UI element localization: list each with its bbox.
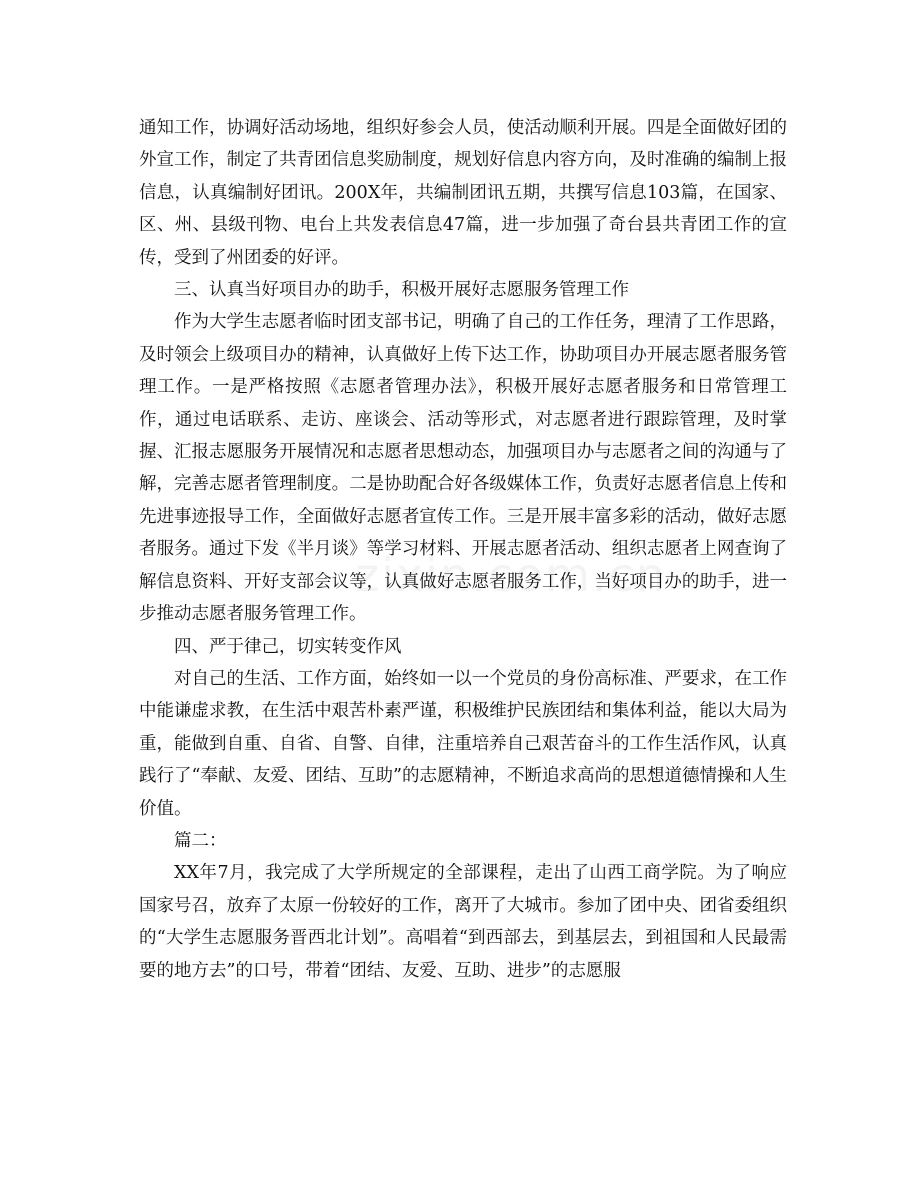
section-heading-3: 三、认真当好项目办的助手，积极开展好志愿服务管理工作 <box>174 280 629 301</box>
paragraph-1: 通知工作，协调好活动场地，组织好参会人员，使活动顺利开展。四是全面做好团的外宣工作，制定了共青团信息奖励制度，规划好信息内容方向，及时准确的编制上报信息，认真编制好团讯。200X年，共编制团讯五期，共撰写信息103篇，在国家、区、州、县级刊物、电台上共发表信息47篇，进一步加强了奇台县共青团工作的宣传，受到了州团委的好评。 <box>139 118 787 268</box>
section-heading-4: 四、严于律己，切实转变作风 <box>174 636 402 657</box>
part-heading-2: 篇二： <box>174 830 227 851</box>
watermark <box>355 548 667 602</box>
paragraph-2: 作为大学生志愿者临时团支部书记，明确了自己的工作任务，理清了工作思路，及时领会上级项目办的精神，认真做好上传下达工作，协助项目办开展志愿者服务管理工作。一是严格按照《志愿者管理办法》，积极开展好志愿者服务和日常管理工作，通过电话联系、走访、座谈会、活动等形式，对志愿者进行跟踪管理，及时掌握、汇报志愿服务开展情况和志愿者思想动态，加强项目办与志愿者之间的沟通与了解，完善志愿者管理制度。二是协助配合好各级媒体工作，负责好志愿者信息上传和先进事迹报导工作，全面做好志愿者宣传工作。三是开展丰富多彩的活动，做好志愿者服务。通过下发《半月谈》等学习材料、开展志愿者活动、组织志愿者上网查询了解信息资料、开好支部会议等，认真做好志愿者服务工作，当好项目办的助手，进一步推动志愿者服务管理工作。 <box>139 312 787 625</box>
paragraph-3: 对自己的生活、工作方面，始终如一以一个党员的身份高标准、严要求，在工作中能谦虚求教，在生活中艰苦朴素严谨，积极维护民族团结和集体利益，能以大局为重，能做到自重、自省、自警、自律，注重培养自己艰苦奋斗的工作生活作风，认真践行了“奉献、友爱、团结、互助”的志愿精神，不断追求高尚的思想道德情操和人生价值。 <box>139 668 787 819</box>
paragraph-4: XX年7月，我完成了大学所规定的全部课程，走出了山西工商学院。为了响应国家号召，放弃了太原一份较好的工作，离开了大城市。参加了团中央、团省委组织的“大学生志愿服务晋西北计划”。高唱着“到西部去，到基层去，到祖国和人民最需要的地方去”的口号，带着“团结、友爱、互助、进步”的志愿服 <box>139 863 787 981</box>
